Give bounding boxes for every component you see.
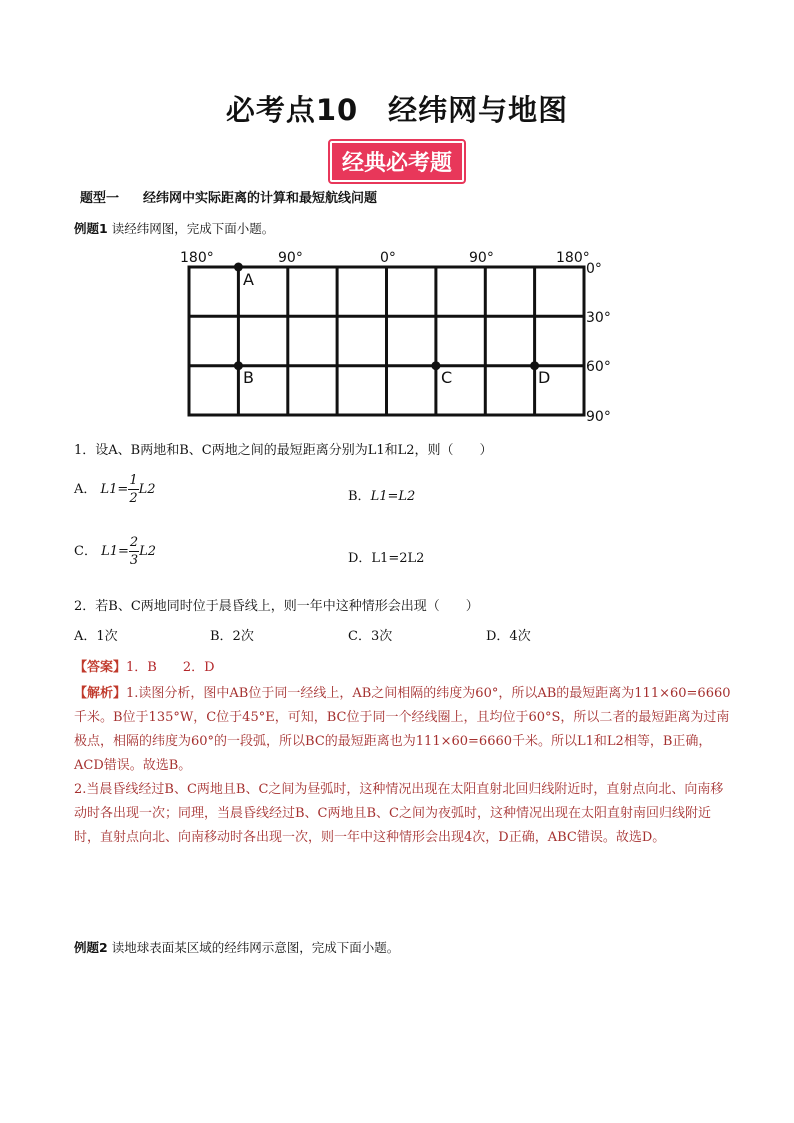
example1-heading xyxy=(74,219,274,237)
answer-text: 1．B 2．D xyxy=(126,660,215,675)
q1-stem: 1．设A、B两地和B、C两地之间的最短距离分别为L1和L2，则（ ） xyxy=(74,443,493,458)
lon-label-90w: 90° xyxy=(278,250,303,266)
q1-option-c-right: L2 xyxy=(139,544,157,559)
analysis-p2: 2.当晨昏线经过B、C两地且B、C之间为昼弧时，这种情况出现在太阳直射北回归线附近时，直射点向北、向南移动时各出现一次；同理，当晨昏线经过B、C两地且B、C之间为夜弧时，这种情况出现在太阳直射南回归线附近时，直射点向北、向南移动时各出现一次，则一年中这种情形会出现4次，D正确，ABC错误。故选D。 xyxy=(74,782,724,845)
q1-option-d: D．L1=2L2 xyxy=(348,551,425,566)
page-title: 必考点10 经纬网与地图 xyxy=(225,93,569,127)
example2-text: 读地球表面某区域的经纬网示意图，完成下面小题。 xyxy=(111,940,400,955)
q2-option-c: C．3次 xyxy=(348,629,393,644)
graticule-figure xyxy=(170,246,620,426)
section-label: 题型一 xyxy=(80,191,120,206)
lon-label-180w: 180° xyxy=(180,250,214,266)
example1-label: 例题1 xyxy=(74,221,108,236)
section-text: 经纬网中实际距离的计算和最短航线问题 xyxy=(143,191,378,206)
q2-option-a: A．1次 xyxy=(74,629,118,644)
q2-option-b: B．2次 xyxy=(210,629,254,644)
example2-label: 例题2 xyxy=(74,940,108,955)
q1-option-c: C． L1= $\frac{2}{3}$ L2 xyxy=(74,535,157,568)
point-c-label: C xyxy=(441,368,453,387)
q1-option-a-fraction: $\frac{1}{2}$ xyxy=(129,473,138,506)
q2-option-d: D．4次 xyxy=(486,629,531,644)
lat-label-60: 60° xyxy=(586,359,611,375)
point-a-marker xyxy=(234,263,243,272)
example2-heading xyxy=(74,938,399,956)
q1-option-a-right: L2 xyxy=(138,482,156,497)
classic-badge: 经典必考题 xyxy=(330,141,464,182)
lat-label-90: 90° xyxy=(586,409,611,425)
graticule-grid xyxy=(189,267,584,415)
q1-option-c-fraction: $\frac{2}{3}$ xyxy=(129,535,139,568)
answer-line xyxy=(74,656,215,675)
analysis-block xyxy=(74,682,734,850)
badge-container xyxy=(0,141,794,182)
lat-label-30: 30° xyxy=(586,310,611,326)
q1-option-c-left: L1= xyxy=(101,544,129,559)
point-c-marker xyxy=(431,361,440,370)
section-heading xyxy=(80,187,377,206)
q1-option-b: B．L1=L2 xyxy=(348,489,416,504)
point-a-label: A xyxy=(243,270,254,289)
example1-text: 读经纬网图，完成下面小题。 xyxy=(111,221,275,236)
point-b-label: B xyxy=(243,368,254,387)
point-b-marker xyxy=(234,361,243,370)
analysis-label: 【解析】 xyxy=(74,686,127,701)
point-d-label: D xyxy=(538,368,551,387)
analysis-p1: 【解析】1.读图分析，图中AB位于同一经线上，AB之间相隔的纬度为60°，所以AB的最短距离为111×60=6660千米。B位于135°W，C位于45°E，可知，BC位于同一个经线圈上，且均位于60°S，所以二者的最短距离为过南极点，相隔的纬度为60°的一段弧，所以BC的最短距离也为111×60=6660千米。所以L1和L2相等，B正确，ACD错误。故选B。 xyxy=(74,686,731,773)
q1-option-a: A． L1= $\frac{1}{2}$ L2 xyxy=(74,473,156,506)
answer-label: 【答案】 xyxy=(74,660,127,675)
q2-stem: 2．若B、C两地同时位于晨昏线上，则一年中这种情形会出现（ ） xyxy=(74,599,479,614)
q1-option-a-left: L1= xyxy=(100,482,129,497)
lon-label-90e: 90° xyxy=(469,250,494,266)
lon-label-0: 0° xyxy=(380,250,396,266)
lat-label-0: 0° xyxy=(586,261,602,277)
lon-label-180e: 180° xyxy=(556,250,590,266)
q1-option-b-expr: L1=L2 xyxy=(370,489,416,504)
